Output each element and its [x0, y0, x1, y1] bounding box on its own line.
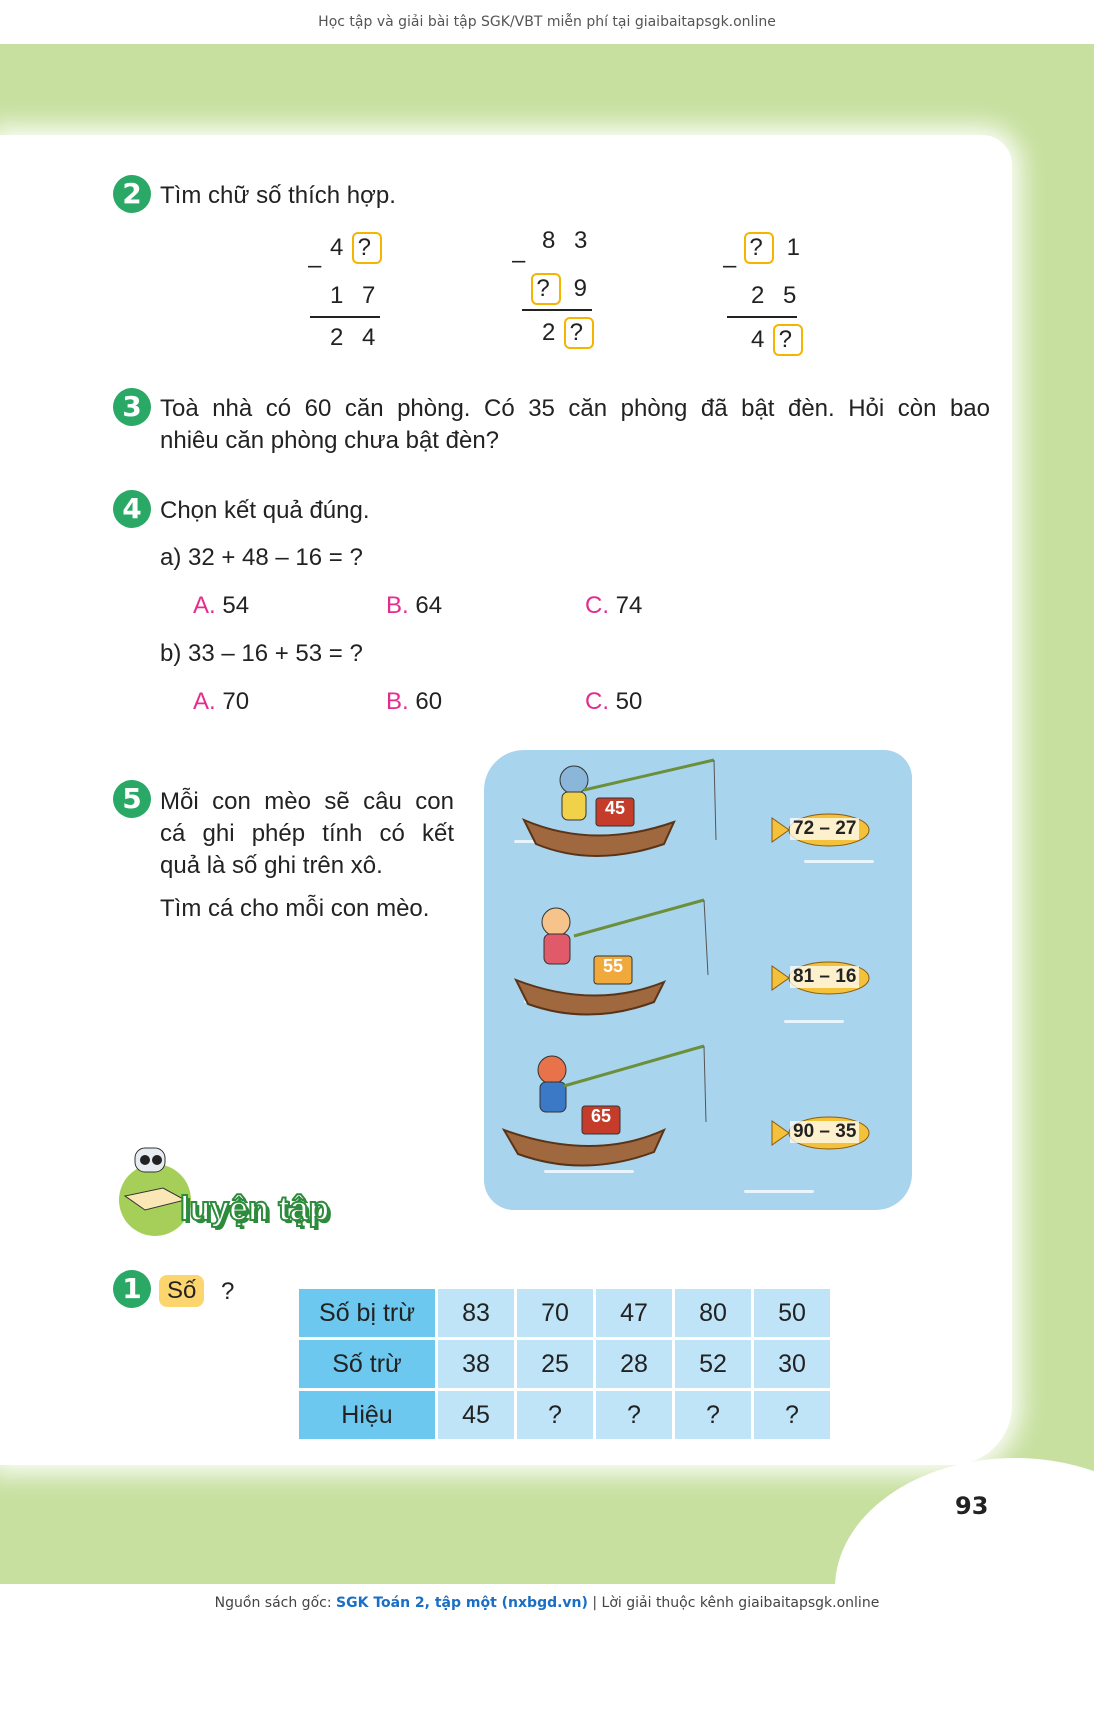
exercise-5-line-3: quả là số ghi trên xô. — [160, 852, 383, 879]
subtraction-problem-2 — [510, 225, 610, 355]
exercise-3-line-1: Toà nhà có 60 căn phòng. Có 35 căn phòng đã bật đèn. Hỏi còn bao — [160, 395, 990, 422]
fish-label-2: 81 – 16 — [790, 966, 859, 988]
option-a[interactable]: A. 70 — [193, 688, 250, 715]
row-header: Số trừ — [299, 1340, 435, 1388]
option-c[interactable]: C. 74 — [585, 592, 643, 619]
table-cell: 45 — [438, 1391, 514, 1439]
answer-box[interactable]: ? — [352, 232, 382, 264]
table-cell: 70 — [517, 1289, 593, 1337]
table-cell: 30 — [754, 1340, 830, 1388]
rule-line — [310, 316, 380, 318]
option-b[interactable]: B. 64 — [386, 592, 443, 619]
exercise-4b-question: b) 33 – 16 + 53 = ? — [160, 640, 363, 667]
table-cell: 47 — [596, 1289, 672, 1337]
bucket-label-2: 55 — [602, 956, 624, 976]
minuend: 8 3 — [542, 227, 594, 254]
table-cell: 25 — [517, 1340, 593, 1388]
exercise-4-badge: 4 — [113, 490, 151, 528]
subtrahend: 1 7 — [330, 282, 382, 309]
answer-cell[interactable]: ? — [754, 1391, 830, 1439]
subtrahend: 2 5 — [751, 282, 803, 309]
fish-label-1: 72 – 27 — [790, 818, 859, 840]
table-row — [299, 1340, 830, 1388]
option-a[interactable]: A. 54 — [193, 592, 250, 619]
table-row — [299, 1289, 830, 1337]
footer-note: Nguồn sách gốc: SGK Toán 2, tập một (nxbgd.vn) | Lời giải thuộc kênh giaibaitapsgk.online — [214, 1595, 880, 1611]
exercise-2-badge: 2 — [113, 175, 151, 213]
option-b[interactable]: B. 60 — [386, 688, 443, 715]
digit: 4 — [751, 326, 771, 353]
table-cell: 52 — [675, 1340, 751, 1388]
row-header: Số bị trừ — [299, 1289, 435, 1337]
exercise-5-badge: 5 — [113, 780, 151, 818]
exercise-5-line-2: cá ghi phép tính có kết — [160, 820, 454, 847]
exercise-5-task: Tìm cá cho mỗi con mèo. — [160, 895, 430, 922]
answer-box[interactable]: ? — [744, 232, 774, 264]
subtraction-problem-3 — [715, 230, 815, 360]
header-note: Học tập và giải bài tập SGK/VBT miễn phí tại giaibaitapsgk.online — [318, 14, 776, 30]
minus-sign: – — [308, 252, 322, 279]
rule-line — [727, 316, 797, 318]
bucket-label-1: 45 — [604, 798, 626, 818]
subtraction-table — [296, 1286, 833, 1442]
source-link[interactable]: SGK Toán 2, tập một (nxbgd.vn) — [336, 1595, 588, 1611]
so-chip: Số — [159, 1275, 204, 1307]
table-cell: 50 — [754, 1289, 830, 1337]
exercise-2-title: Tìm chữ số thích hợp. — [160, 182, 396, 209]
minus-sign: – — [723, 252, 737, 279]
difference: 2 4 — [330, 324, 382, 351]
question-mark: ? — [221, 1278, 235, 1305]
answer-box[interactable]: ? — [773, 324, 803, 356]
fishing-lake-illustration — [484, 750, 912, 1210]
practice-section-title: luyện tập — [180, 1190, 330, 1228]
fish-label-3: 90 – 35 — [790, 1121, 859, 1143]
exercise-3-line-2: nhiêu căn phòng chưa bật đèn? — [160, 427, 500, 454]
digit: 4 — [330, 234, 350, 261]
answer-cell[interactable]: ? — [517, 1391, 593, 1439]
table-cell: 38 — [438, 1340, 514, 1388]
table-row — [299, 1391, 830, 1439]
answer-cell[interactable]: ? — [596, 1391, 672, 1439]
rule-line — [522, 309, 592, 311]
bucket-label-3: 65 — [590, 1106, 612, 1126]
minus-sign: – — [512, 247, 526, 274]
row-header: Hiệu — [299, 1391, 435, 1439]
answer-box[interactable]: ? — [564, 317, 594, 349]
table-cell: 83 — [438, 1289, 514, 1337]
exercise-3-badge: 3 — [113, 388, 151, 426]
subtraction-problem-1 — [300, 230, 390, 350]
practice-1-badge: 1 — [113, 1270, 151, 1308]
table-cell: 28 — [596, 1340, 672, 1388]
digit: 9 — [573, 275, 594, 302]
table-cell: 80 — [675, 1289, 751, 1337]
exercise-4a-question: a) 32 + 48 – 16 = ? — [160, 544, 363, 571]
exercise-5-line-1: Mỗi con mèo sẽ câu con — [160, 788, 454, 815]
answer-cell[interactable]: ? — [675, 1391, 751, 1439]
answer-box[interactable]: ? — [531, 273, 561, 305]
page-number: 93 — [955, 1492, 989, 1520]
exercise-4-title: Chọn kết quả đúng. — [160, 497, 370, 524]
digit: 2 — [542, 319, 562, 346]
digit: 1 — [786, 234, 807, 261]
option-c[interactable]: C. 50 — [585, 688, 643, 715]
